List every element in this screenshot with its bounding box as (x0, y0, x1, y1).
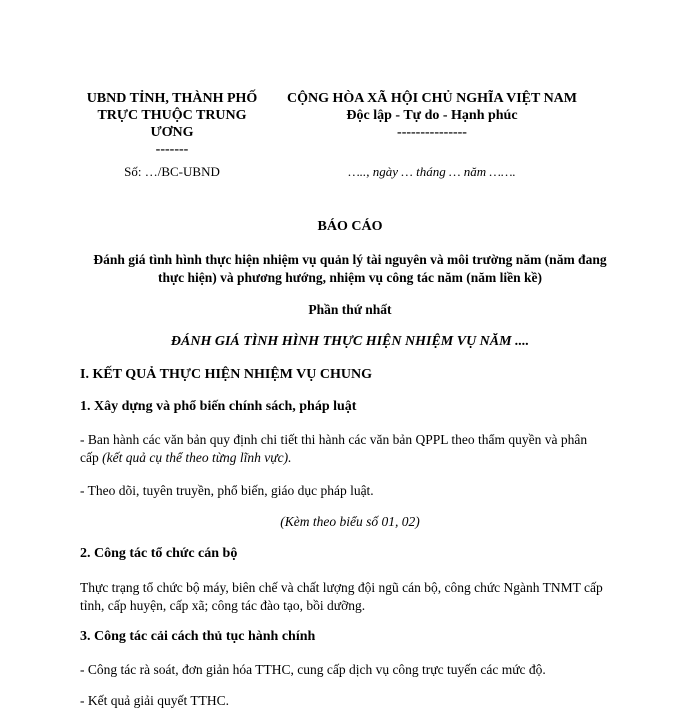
document-number: Số: …/BC-UBND (124, 164, 220, 179)
issuing-authority-line: ƯƠNG (150, 125, 194, 140)
paragraph (80, 482, 620, 500)
document-date: ….., ngày … tháng … năm ……. (348, 164, 516, 179)
report-subtitle (82, 251, 618, 287)
subsection-heading: 3. Công tác cải cách thủ tục hành chính (80, 629, 316, 644)
paragraph-line: tỉnh, cấp huyện, cấp xã; công tác đào tạo, bồi dưỡng. (80, 598, 366, 613)
national-motto: Độc lập - Tự do - Hạnh phúc (346, 108, 518, 123)
report-title: BÁO CÁO (317, 219, 383, 234)
paragraph-italic-text: (kết quả cụ thể theo từng lĩnh vực). (102, 450, 292, 465)
report-subtitle-line: Đánh giá tình hình thực hiện nhiệm vụ quản lý tài nguyên và môi trường năm (năm đang (93, 252, 607, 267)
paragraph (80, 579, 620, 615)
paragraph-line: - Ban hành các văn bản quy định chi tiết thi hành các văn bản QPPL theo thẩm quyền và phân (80, 432, 588, 447)
part-label: Phần thứ nhất (308, 302, 392, 317)
section-heading: I. KẾT QUẢ THỰC HIỆN NHIỆM VỤ CHUNG (80, 367, 372, 382)
issuing-authority-block (80, 90, 264, 158)
paragraph-line: - Công tác rà soát, đơn giản hóa TTHC, cung cấp dịch vụ công trực tuyến các mức độ. (80, 662, 546, 677)
report-subtitle-line: thực hiện) và phương hướng, nhiệm vụ công tác năm (năm liền kề) (158, 270, 542, 285)
paragraph (80, 431, 620, 467)
national-motto-divider: --------------- (397, 125, 467, 140)
subsection-heading: 2. Công tác tổ chức cán bộ (80, 546, 238, 561)
paragraph-line: Thực trạng tổ chức bộ máy, biên chế và chất lượng đội ngũ cán bộ, công chức Ngành TNMT cấp (80, 580, 603, 595)
paragraph-line (80, 449, 620, 467)
appendix-note: (Kèm theo biểu số 01, 02) (280, 514, 420, 529)
paragraph (80, 661, 620, 679)
paragraph-line: - Theo dõi, tuyên truyền, phổ biến, giáo dục pháp luật. (80, 483, 374, 498)
paragraph-text: cấp (80, 450, 103, 465)
country-name: CỘNG HÒA XÃ HỘI CHỦ NGHĨA VIỆT NAM (286, 91, 577, 106)
part-title: ĐÁNH GIÁ TÌNH HÌNH THỰC HIỆN NHIỆM VỤ NĂM .... (170, 334, 530, 349)
national-motto-block (272, 90, 592, 141)
subsection-heading: 1. Xây dựng và phổ biến chính sách, pháp luật (80, 399, 357, 414)
paragraph (80, 692, 620, 710)
paragraph-line: - Kết quả giải quyết TTHC. (80, 693, 229, 708)
issuing-authority-line: UBND TỈNH, THÀNH PHỐ (86, 91, 258, 106)
issuing-authority-divider: ------- (155, 142, 189, 157)
issuing-authority-line: TRỰC THUỘC TRUNG (97, 108, 247, 123)
